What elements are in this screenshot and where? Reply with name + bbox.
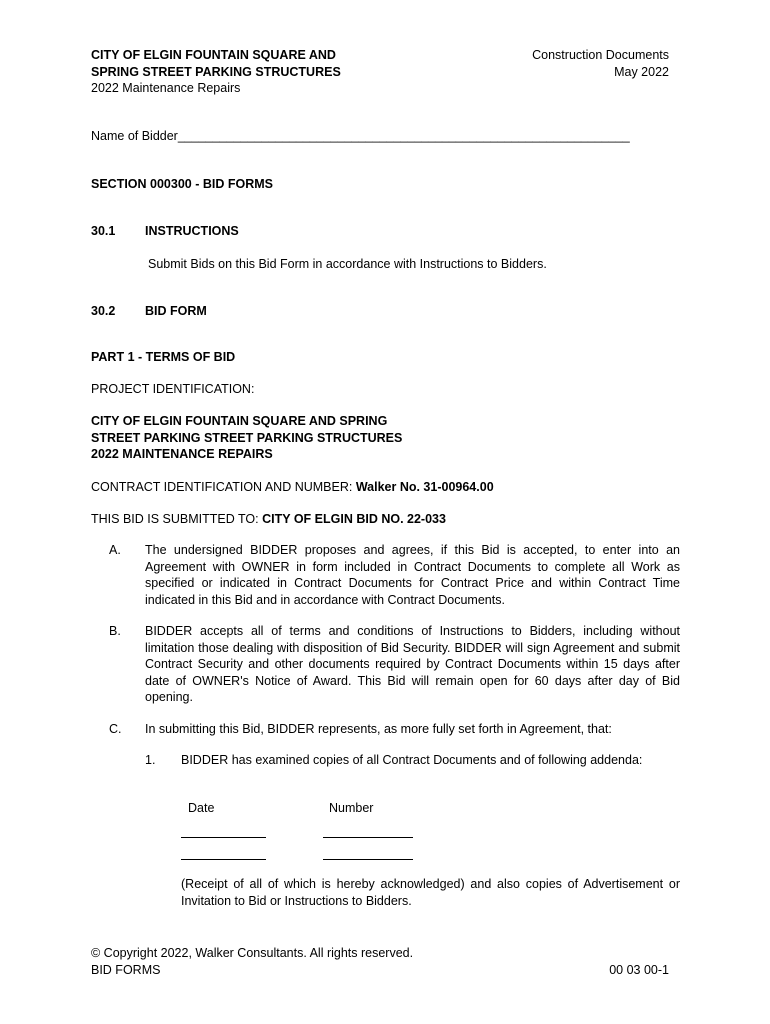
item-c-text: In submitting this Bid, BIDDER represents, as more fully set forth in Agreement, that: xyxy=(145,722,612,736)
item-a-letter: A. xyxy=(109,543,121,557)
project-name-line1: CITY OF ELGIN FOUNTAIN SQUARE AND SPRING xyxy=(91,414,388,428)
item-b-text: BIDDER accepts all of terms and conditions of Instructions to Bidders, including without limitation those dealing with disposition of Bid Security. BIDDER will sign Agreement and submit Contract Security and other documents required by Contract Documents within 15 days after date of OWNER's Notice of Award. This Bid will remain open for 60 days after day of Bid opening. xyxy=(145,624,680,704)
contract-number: Walker No. 31-00964.00 xyxy=(355,480,494,494)
item-c1-number: 1. xyxy=(145,753,156,767)
header-subtitle: 2022 Maintenance Repairs xyxy=(91,81,241,95)
addenda-receipt-text: (Receipt of all of which is hereby acknowledged) and also copies of Advertisement or Invitation to Bid or Instructions to Bidders. xyxy=(181,877,680,908)
addenda-date-blank-2 xyxy=(181,858,266,860)
footer-doc-name: BID FORMS xyxy=(91,962,161,977)
item-c-letter: C. xyxy=(109,722,122,736)
section-title: SECTION 000300 - BID FORMS xyxy=(91,177,273,191)
section-30-1-text: Submit Bids on this Bid Form in accordance with Instructions to Bidders. xyxy=(148,257,547,271)
section-30-1-number: 30.1 xyxy=(91,224,116,238)
contract-identification xyxy=(91,479,494,496)
item-a-text: The undersigned BIDDER proposes and agrees, if this Bid is accepted, to enter into an Agreement with OWNER in form included in Contract Documents to complete all Work as specified or indicated in Contract Documents for Contract Price and within Contract Time indicated in this Bid and in accordance with Contract Documents. xyxy=(145,543,680,607)
item-b-letter: B. xyxy=(109,624,121,638)
section-30-1-title: INSTRUCTIONS xyxy=(145,224,239,238)
project-identification-label: PROJECT IDENTIFICATION: xyxy=(91,382,255,396)
section-30-2-number: 30.2 xyxy=(91,304,116,318)
bidder-name-line: Name of Bidder_________________________________________________________________ xyxy=(91,129,630,143)
addenda-date-blank-1 xyxy=(181,836,266,838)
footer-left xyxy=(91,945,413,978)
contract-label: CONTRACT IDENTIFICATION AND NUMBER: xyxy=(91,480,356,494)
addenda-number-header: Number xyxy=(329,801,374,815)
addenda-date-header: Date xyxy=(188,801,215,815)
project-name-line2: STREET PARKING STREET PARKING STRUCTURES xyxy=(91,430,403,445)
part-1-title: PART 1 - TERMS OF BID xyxy=(91,350,236,364)
section-30-2-title: BID FORM xyxy=(145,304,207,318)
submitted-label: THIS BID IS SUBMITTED TO: xyxy=(91,512,263,526)
footer-copyright: © Copyright 2022, Walker Consultants. All rights reserved. xyxy=(91,946,414,960)
header-doc-type: Construction Documents xyxy=(532,48,669,62)
addenda-number-blank-1 xyxy=(323,836,413,838)
header-doc-info xyxy=(409,47,669,80)
project-name-line3: 2022 MAINTENANCE REPAIRS xyxy=(91,447,273,461)
addenda-number-blank-2 xyxy=(323,858,413,860)
footer-page-number: 00 03 00-1 xyxy=(609,963,669,977)
header-date: May 2022 xyxy=(614,64,669,79)
header-title-line2: SPRING STREET PARKING STRUCTURES xyxy=(91,64,341,79)
submitted-to xyxy=(91,511,446,528)
project-name-block xyxy=(91,413,591,463)
submitted-value: CITY OF ELGIN BID NO. 22-033 xyxy=(262,512,446,526)
item-c1-text: BIDDER has examined copies of all Contract Documents and of following addenda: xyxy=(181,753,643,767)
header-title-line1: CITY OF ELGIN FOUNTAIN SQUARE AND xyxy=(91,48,336,62)
